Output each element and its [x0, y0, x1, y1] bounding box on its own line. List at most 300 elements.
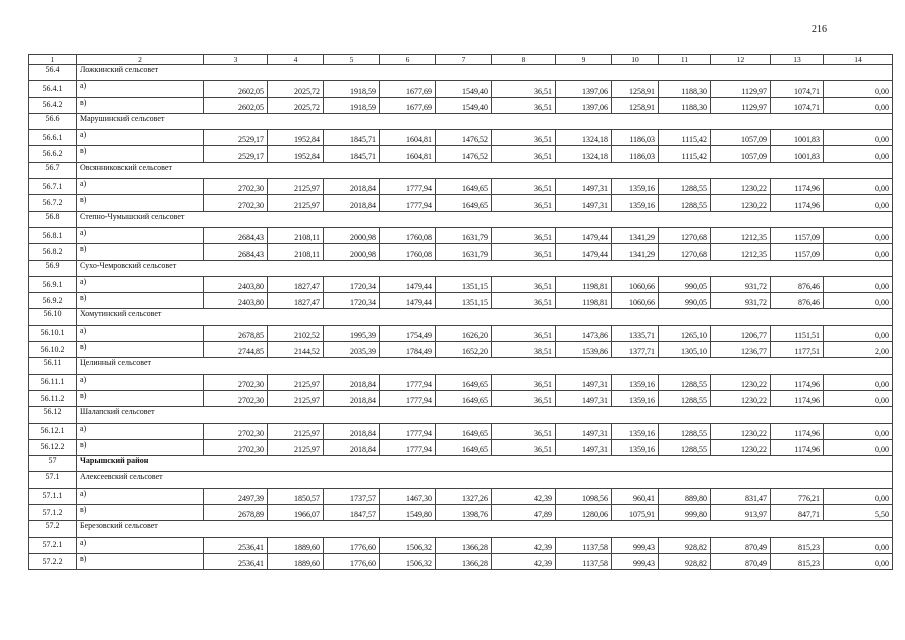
value-cell: 1397,06 [556, 81, 612, 97]
value-cell: 36,51 [492, 276, 556, 292]
value-cell: 847,71 [771, 505, 824, 521]
value-cell: 1549,40 [436, 81, 492, 97]
value-cell: 0,00 [824, 195, 893, 211]
row-label: в) [77, 146, 204, 162]
value-cell: 1479,44 [556, 244, 612, 260]
row-label: а) [77, 81, 204, 97]
section-title: Целинный сельсовет [77, 358, 893, 374]
value-cell: 1174,96 [771, 179, 824, 195]
row-label: а) [77, 537, 204, 553]
value-cell: 1506,32 [380, 553, 436, 569]
value-cell: 1288,55 [659, 439, 711, 455]
value-cell: 1777,94 [380, 390, 436, 406]
row-label: а) [77, 130, 204, 146]
table-row [29, 537, 893, 553]
value-cell: 1359,16 [612, 390, 659, 406]
value-cell: 36,51 [492, 390, 556, 406]
value-cell: 2529,17 [204, 146, 268, 162]
row-code: 56.4 [29, 65, 77, 81]
value-cell: 2684,43 [204, 227, 268, 243]
row-code: 57.2 [29, 521, 77, 537]
value-cell: 42,39 [492, 537, 556, 553]
value-cell: 36,51 [492, 293, 556, 309]
value-cell: 831,47 [711, 488, 771, 504]
value-cell: 1476,52 [436, 146, 492, 162]
value-cell: 1230,22 [711, 179, 771, 195]
value-cell: 1549,80 [380, 505, 436, 521]
value-cell: 1467,30 [380, 488, 436, 504]
value-cell: 776,21 [771, 488, 824, 504]
value-cell: 1288,55 [659, 374, 711, 390]
tariff-table [28, 54, 893, 570]
column-number: 1 [29, 55, 77, 65]
section-row [29, 472, 893, 488]
value-cell: 1188,30 [659, 97, 711, 113]
value-cell: 2000,98 [324, 244, 380, 260]
value-cell: 2018,84 [324, 179, 380, 195]
value-cell: 1341,29 [612, 244, 659, 260]
section-title: Чарышский район [77, 456, 893, 472]
row-label: а) [77, 276, 204, 292]
value-cell: 36,51 [492, 227, 556, 243]
column-number: 14 [824, 55, 893, 65]
value-cell: 1479,44 [380, 293, 436, 309]
value-cell: 1366,28 [436, 553, 492, 569]
section-row [29, 407, 893, 423]
row-code: 57.1.1 [29, 488, 77, 504]
value-cell: 1966,07 [268, 505, 324, 521]
table-row [29, 195, 893, 211]
column-number: 12 [711, 55, 771, 65]
value-cell: 1952,84 [268, 146, 324, 162]
value-cell: 1776,60 [324, 537, 380, 553]
value-cell: 1359,16 [612, 374, 659, 390]
value-cell: 47,89 [492, 505, 556, 521]
value-cell: 42,39 [492, 553, 556, 569]
row-code: 56.12.2 [29, 439, 77, 455]
table-row [29, 439, 893, 455]
value-cell: 1918,59 [324, 97, 380, 113]
value-cell: 2403,80 [204, 276, 268, 292]
value-cell: 0,00 [824, 227, 893, 243]
value-cell: 1198,81 [556, 293, 612, 309]
value-cell: 0,00 [824, 325, 893, 341]
row-code: 57.1.2 [29, 505, 77, 521]
value-cell: 928,82 [659, 553, 711, 569]
value-cell: 2702,30 [204, 195, 268, 211]
table-row [29, 488, 893, 504]
value-cell: 36,51 [492, 81, 556, 97]
value-cell: 38,51 [492, 342, 556, 358]
value-cell: 1129,97 [711, 81, 771, 97]
value-cell: 931,72 [711, 276, 771, 292]
value-cell: 5,50 [824, 505, 893, 521]
row-label: в) [77, 553, 204, 569]
value-cell: 889,80 [659, 488, 711, 504]
value-cell: 1137,58 [556, 537, 612, 553]
row-code: 56.9.1 [29, 276, 77, 292]
value-cell: 2125,97 [268, 179, 324, 195]
value-cell: 1777,94 [380, 439, 436, 455]
row-code: 56.8.1 [29, 227, 77, 243]
table-row [29, 227, 893, 243]
value-cell: 1677,69 [380, 81, 436, 97]
row-label: а) [77, 374, 204, 390]
value-cell: 1479,44 [556, 227, 612, 243]
value-cell: 1230,22 [711, 195, 771, 211]
value-cell: 1952,84 [268, 130, 324, 146]
row-code: 56.6.1 [29, 130, 77, 146]
section-title: Сухо-Чемровский сельсовет [77, 260, 893, 276]
value-cell: 1626,20 [436, 325, 492, 341]
value-cell: 2702,30 [204, 423, 268, 439]
row-code: 56.10.1 [29, 325, 77, 341]
column-number: 8 [492, 55, 556, 65]
row-label: а) [77, 488, 204, 504]
value-cell: 1777,94 [380, 195, 436, 211]
value-cell: 1784,49 [380, 342, 436, 358]
row-label: в) [77, 390, 204, 406]
value-cell: 1777,94 [380, 179, 436, 195]
column-number: 11 [659, 55, 711, 65]
value-cell: 1497,31 [556, 374, 612, 390]
section-title: Марушинский сельсовет [77, 113, 893, 129]
value-cell: 36,51 [492, 439, 556, 455]
row-code: 57.2.1 [29, 537, 77, 553]
table-row [29, 97, 893, 113]
value-cell: 2678,85 [204, 325, 268, 341]
value-cell: 1398,76 [436, 505, 492, 521]
value-cell: 42,39 [492, 488, 556, 504]
row-code: 56.11.2 [29, 390, 77, 406]
value-cell: 1115,42 [659, 146, 711, 162]
section-row [29, 521, 893, 537]
table-row [29, 146, 893, 162]
row-label: в) [77, 195, 204, 211]
value-cell: 2125,97 [268, 390, 324, 406]
value-cell: 36,51 [492, 146, 556, 162]
value-cell: 1497,31 [556, 390, 612, 406]
row-label: а) [77, 179, 204, 195]
value-cell: 1001,83 [771, 130, 824, 146]
value-cell: 960,41 [612, 488, 659, 504]
value-cell: 1847,57 [324, 505, 380, 521]
value-cell: 1604,81 [380, 130, 436, 146]
value-cell: 1506,32 [380, 537, 436, 553]
section-row [29, 358, 893, 374]
table-row [29, 81, 893, 97]
row-label: в) [77, 439, 204, 455]
value-cell: 0,00 [824, 488, 893, 504]
row-code: 56.10.2 [29, 342, 77, 358]
table-row [29, 342, 893, 358]
value-cell: 2125,97 [268, 374, 324, 390]
section-row [29, 113, 893, 129]
value-cell: 2018,84 [324, 423, 380, 439]
value-cell: 36,51 [492, 97, 556, 113]
value-cell: 1760,08 [380, 227, 436, 243]
value-cell: 1497,31 [556, 179, 612, 195]
value-cell: 1476,52 [436, 130, 492, 146]
row-code: 57 [29, 456, 77, 472]
value-cell: 2497,39 [204, 488, 268, 504]
value-cell: 2744,85 [204, 342, 268, 358]
section-title: Овсянниковский сельсовет [77, 162, 893, 178]
value-cell: 2125,97 [268, 423, 324, 439]
value-cell: 2018,84 [324, 439, 380, 455]
section-row [29, 456, 893, 472]
row-label: а) [77, 325, 204, 341]
value-cell: 1075,91 [612, 505, 659, 521]
row-label: в) [77, 342, 204, 358]
table-body [29, 65, 893, 570]
value-cell: 1754,49 [380, 325, 436, 341]
value-cell: 2602,05 [204, 97, 268, 113]
table-row [29, 179, 893, 195]
value-cell: 2,00 [824, 342, 893, 358]
value-cell: 0,00 [824, 374, 893, 390]
row-code: 57.1 [29, 472, 77, 488]
value-cell: 1288,55 [659, 195, 711, 211]
value-cell: 876,46 [771, 276, 824, 292]
row-code: 56.7.2 [29, 195, 77, 211]
value-cell: 2025,72 [268, 97, 324, 113]
table-row [29, 423, 893, 439]
value-cell: 2035,39 [324, 342, 380, 358]
value-cell: 1157,09 [771, 227, 824, 243]
value-cell: 1497,31 [556, 439, 612, 455]
row-code: 56.9.2 [29, 293, 77, 309]
value-cell: 1497,31 [556, 423, 612, 439]
value-cell: 2702,30 [204, 374, 268, 390]
column-number: 10 [612, 55, 659, 65]
value-cell: 1258,91 [612, 81, 659, 97]
value-cell: 1174,96 [771, 195, 824, 211]
value-cell: 0,00 [824, 179, 893, 195]
value-cell: 815,23 [771, 537, 824, 553]
value-cell: 1737,57 [324, 488, 380, 504]
section-row [29, 211, 893, 227]
value-cell: 1288,55 [659, 390, 711, 406]
section-row [29, 65, 893, 81]
row-code: 57.2.2 [29, 553, 77, 569]
value-cell: 1335,71 [612, 325, 659, 341]
value-cell: 2702,30 [204, 179, 268, 195]
value-cell: 870,49 [711, 537, 771, 553]
section-row [29, 309, 893, 325]
value-cell: 2025,72 [268, 81, 324, 97]
value-cell: 1129,97 [711, 97, 771, 113]
value-cell: 1677,69 [380, 97, 436, 113]
row-code: 56.4.2 [29, 97, 77, 113]
column-number: 6 [380, 55, 436, 65]
value-cell: 1115,42 [659, 130, 711, 146]
value-cell: 1230,22 [711, 374, 771, 390]
value-cell: 1359,16 [612, 439, 659, 455]
value-cell: 1720,34 [324, 293, 380, 309]
value-cell: 1174,96 [771, 390, 824, 406]
value-cell: 1265,10 [659, 325, 711, 341]
value-cell: 0,00 [824, 553, 893, 569]
value-cell: 1649,65 [436, 195, 492, 211]
value-cell: 36,51 [492, 244, 556, 260]
value-cell: 1889,60 [268, 537, 324, 553]
page-number: 216 [812, 24, 827, 35]
table-row [29, 325, 893, 341]
row-code: 56.11 [29, 358, 77, 374]
value-cell: 815,23 [771, 553, 824, 569]
table-row [29, 293, 893, 309]
table-row [29, 374, 893, 390]
table-row [29, 390, 893, 406]
value-cell: 1649,65 [436, 374, 492, 390]
value-cell: 2018,84 [324, 374, 380, 390]
value-cell: 1889,60 [268, 553, 324, 569]
value-cell: 1995,39 [324, 325, 380, 341]
value-cell: 1098,56 [556, 488, 612, 504]
value-cell: 1539,86 [556, 342, 612, 358]
value-cell: 2125,97 [268, 195, 324, 211]
value-cell: 1057,09 [711, 130, 771, 146]
table-row [29, 276, 893, 292]
value-cell: 1473,86 [556, 325, 612, 341]
row-label: в) [77, 244, 204, 260]
value-cell: 2684,43 [204, 244, 268, 260]
value-cell: 2536,41 [204, 553, 268, 569]
value-cell: 0,00 [824, 146, 893, 162]
value-cell: 1720,34 [324, 276, 380, 292]
value-cell: 0,00 [824, 276, 893, 292]
value-cell: 1918,59 [324, 81, 380, 97]
column-number: 13 [771, 55, 824, 65]
value-cell: 2678,89 [204, 505, 268, 521]
value-cell: 1270,68 [659, 244, 711, 260]
value-cell: 1649,65 [436, 439, 492, 455]
table-row [29, 130, 893, 146]
value-cell: 2102,52 [268, 325, 324, 341]
value-cell: 870,49 [711, 553, 771, 569]
value-cell: 36,51 [492, 195, 556, 211]
column-number: 9 [556, 55, 612, 65]
value-cell: 2702,30 [204, 390, 268, 406]
table-row [29, 505, 893, 521]
value-cell: 1366,28 [436, 537, 492, 553]
value-cell: 1186,03 [612, 146, 659, 162]
section-title: Шалапский сельсовет [77, 407, 893, 423]
table-row [29, 244, 893, 260]
value-cell: 1174,96 [771, 374, 824, 390]
value-cell: 1631,79 [436, 227, 492, 243]
value-cell: 0,00 [824, 81, 893, 97]
value-cell: 0,00 [824, 293, 893, 309]
value-cell: 1341,29 [612, 227, 659, 243]
section-row [29, 162, 893, 178]
value-cell: 2018,84 [324, 195, 380, 211]
value-cell: 2018,84 [324, 390, 380, 406]
row-code: 56.7.1 [29, 179, 77, 195]
column-number: 3 [204, 55, 268, 65]
row-code: 56.7 [29, 162, 77, 178]
value-cell: 1377,71 [612, 342, 659, 358]
row-label: в) [77, 97, 204, 113]
section-row [29, 260, 893, 276]
column-number: 4 [268, 55, 324, 65]
value-cell: 36,51 [492, 423, 556, 439]
value-cell: 990,05 [659, 293, 711, 309]
value-cell: 1057,09 [711, 146, 771, 162]
value-cell: 999,43 [612, 553, 659, 569]
value-cell: 2000,98 [324, 227, 380, 243]
value-cell: 1631,79 [436, 244, 492, 260]
value-cell: 1351,15 [436, 276, 492, 292]
value-cell: 36,51 [492, 325, 556, 341]
column-number: 2 [77, 55, 204, 65]
column-number-row [29, 55, 893, 65]
value-cell: 1188,30 [659, 81, 711, 97]
value-cell: 990,05 [659, 276, 711, 292]
value-cell: 1230,22 [711, 423, 771, 439]
value-cell: 1649,65 [436, 179, 492, 195]
value-cell: 1359,16 [612, 179, 659, 195]
value-cell: 1288,55 [659, 179, 711, 195]
value-cell: 876,46 [771, 293, 824, 309]
row-label: в) [77, 293, 204, 309]
section-title: Хомутинский сельсовет [77, 309, 893, 325]
row-label: а) [77, 227, 204, 243]
value-cell: 1351,15 [436, 293, 492, 309]
value-cell: 1479,44 [380, 276, 436, 292]
value-cell: 1359,16 [612, 195, 659, 211]
section-title: Алексеевский сельсовет [77, 472, 893, 488]
value-cell: 931,72 [711, 293, 771, 309]
row-code: 56.4.1 [29, 81, 77, 97]
value-cell: 1212,35 [711, 227, 771, 243]
row-code: 56.12.1 [29, 423, 77, 439]
section-title: Ложкинский сельсовет [77, 65, 893, 81]
column-number: 5 [324, 55, 380, 65]
value-cell: 0,00 [824, 97, 893, 113]
section-title: Березовский сельсовет [77, 521, 893, 537]
value-cell: 2108,11 [268, 227, 324, 243]
row-code: 56.9 [29, 260, 77, 276]
value-cell: 2536,41 [204, 537, 268, 553]
value-cell: 0,00 [824, 244, 893, 260]
row-code: 56.10 [29, 309, 77, 325]
value-cell: 1777,94 [380, 423, 436, 439]
value-cell: 999,80 [659, 505, 711, 521]
value-cell: 1305,10 [659, 342, 711, 358]
value-cell: 2602,05 [204, 81, 268, 97]
value-cell: 36,51 [492, 130, 556, 146]
row-code: 56.6.2 [29, 146, 77, 162]
value-cell: 1760,08 [380, 244, 436, 260]
value-cell: 1060,66 [612, 276, 659, 292]
value-cell: 1230,22 [711, 439, 771, 455]
row-code: 56.12 [29, 407, 77, 423]
value-cell: 1850,57 [268, 488, 324, 504]
value-cell: 1845,71 [324, 130, 380, 146]
value-cell: 0,00 [824, 390, 893, 406]
value-cell: 2144,52 [268, 342, 324, 358]
value-cell: 1074,71 [771, 97, 824, 113]
value-cell: 1845,71 [324, 146, 380, 162]
value-cell: 0,00 [824, 439, 893, 455]
value-cell: 1137,58 [556, 553, 612, 569]
value-cell: 1198,81 [556, 276, 612, 292]
value-cell: 928,82 [659, 537, 711, 553]
value-cell: 1151,51 [771, 325, 824, 341]
value-cell: 1497,31 [556, 195, 612, 211]
